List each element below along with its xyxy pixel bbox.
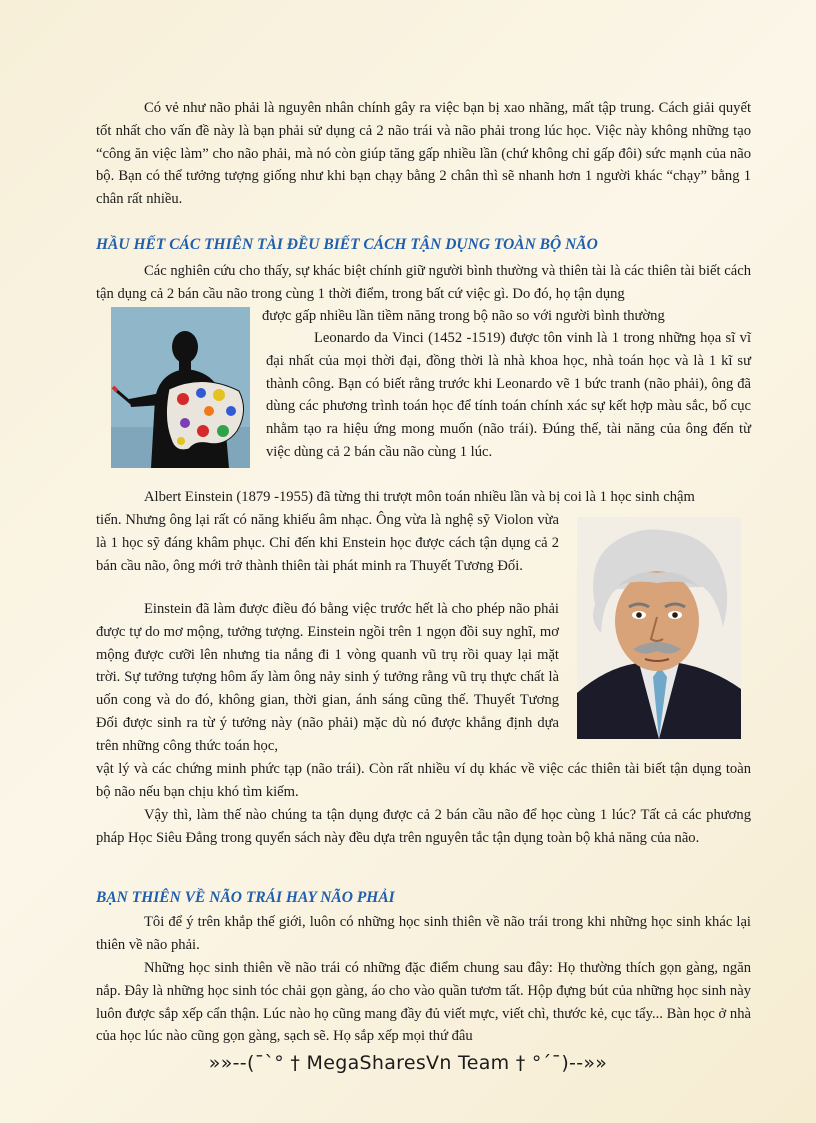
- paragraph-bias: Tôi để ý trên khắp thế giới, luôn có những học sinh thiên về não trái trong khi những học sinh khác lại thiên về não phải.: [96, 914, 751, 953]
- paragraph-einstein-2a: Einstein đã làm được điều đó bằng việc trước hết là cho phép não phải được tự do mơ mộng, tưởng tượng. Einstein ngồi trên 1 ngọn đồi suy nghĩ, mơ mộng được cưỡi lên nhưng tia nắng đi 1 vòng quanh vũ trụ rồi quay lại mặt trời. Sự tưởng tượng hôm ấy làm ông nảy sinh ý tưởng rằng vũ trụ thực chất là uốn cong và do đó, không gian, thời gian, ánh sáng cũng thế. Thuyết Tương Đối được sinh ra từ ý tưởng này (não phải) mặc dù nó được khẳng định dựa trên những công thức toán học,: [96, 601, 559, 754]
- paragraph-leonardo: Leonardo da Vinci (1452 -1519) được tôn vinh là 1 trong những họa sĩ vĩ đại nhất của mọi thời đại, đồng thời là nhà khoa học, nhà toán học và là 1 kĩ sư thành công. Bạn có biết rằng trước khi Leonardo vẽ 1 bức tranh (não phải), ông đã dùng các phương trình toán học để tính toán chính xác sự kết hợp màu sắc, bố cục nhằm tạo ra hiệu ứng mong muốn (não trái). Đúng thế, tài năng của ông đến từ việc dùng cả 2 bán cầu não cùng 1 lúc.: [266, 330, 751, 460]
- paragraph-einstein-1b: tiến. Nhưng ông lại rất có năng khiếu âm nhạc. Ông vừa là nghệ sỹ Violon vừa là 1 học sỹ đáng khâm phục. Chỉ đến khi Enstein học được cách tận dụng cả 2 bán cầu não, ông mới trở thành thiên tài phát minh ra Thuyết Tương Đối.: [96, 512, 559, 574]
- paragraph-einstein-2b: vật lý và các chứng minh phức tạp (não trái). Còn rất nhiều ví dụ khác về việc các thiên tài biết tận dụng toàn bộ não nếu bạn chịu khó tìm kiếm.: [96, 761, 751, 800]
- paragraph-research: Các nghiên cứu cho thấy, sự khác biệt chính giữ người bình thường và thiên tài là các thiên tài biết cách tận dụng cả 2 bán cầu não trong cùng 1 thời điểm, trong bất cứ việc gì. Do đó, họ tận dụng: [96, 263, 751, 302]
- paragraph-research-cont: được gấp nhiều lần tiềm năng trong bộ não so với người bình thường: [262, 308, 665, 324]
- heading-genius: HẦU HẾT CÁC THIÊN TÀI ĐỀU BIẾT CÁCH TẬN DỤNG TOÀN BỘ NÃO: [96, 236, 598, 253]
- heading-bias: BẠN THIÊN VỀ NÃO TRÁI HAY NÃO PHẢI: [96, 889, 395, 906]
- paragraph-intro: Có vẻ như não phải là nguyên nhân chính gây ra việc bạn bị xao nhãng, mất tập trung. Cách giải quyết tốt nhất cho vấn đề này là bạn phải sử dụng cả 2 não trái và não phải trong lúc học. Việc này không những tạo “công ăn việc làm” cho não phải, mà nó còn giúp tăng gấp nhiều lần (chứ không chỉ gấp đôi) sức mạnh của não bộ. Bạn có thể tưởng tượng giống như khi bạn chạy bằng 2 chân thì sẽ nhanh hơn 1 người khác “chạy” bằng 1 chân rất nhiều.: [96, 100, 751, 208]
- paragraph-conclusion: Vậy thì, làm thế nào chúng ta tận dụng được cả 2 bán cầu não để học cùng 1 lúc? Tất cả các phương pháp Học Siêu Đẳng trong quyển sách này đều dựa trên nguyên tắc tận dụng toàn bộ khả năng của não.: [96, 807, 751, 846]
- painter-silhouette-icon: [111, 307, 250, 468]
- paragraph-left-brain: Những học sinh thiên về não trái có những đặc điểm chung sau đây: Họ thường thích gọn gàng, ngăn nắp. Đây là những học sinh tóc chải gọn gàng, áo cho vào quần tươm tất. Hộp đựng bút của những học sinh này luôn được sắp xếp cẩn thận. Lúc nào họ cũng mang đầy đủ viết mực, viết chì, thước kẻ, cục tẩy... Bàn học ở nhà của học lúc nào cũng gọn gàng, sạch sẽ. Họ sắp xếp mọi thứ đâu: [96, 960, 751, 1045]
- paragraph-einstein-1a: Albert Einstein (1879 -1955) đã từng thi trượt môn toán nhiều lần và bị coi là 1 học sinh chậm: [144, 489, 695, 505]
- einstein-portrait-icon: [577, 517, 741, 739]
- footer-credit: »»--(¯`° † MegaSharesVn Team † °´¯)--»»: [208, 1052, 608, 1074]
